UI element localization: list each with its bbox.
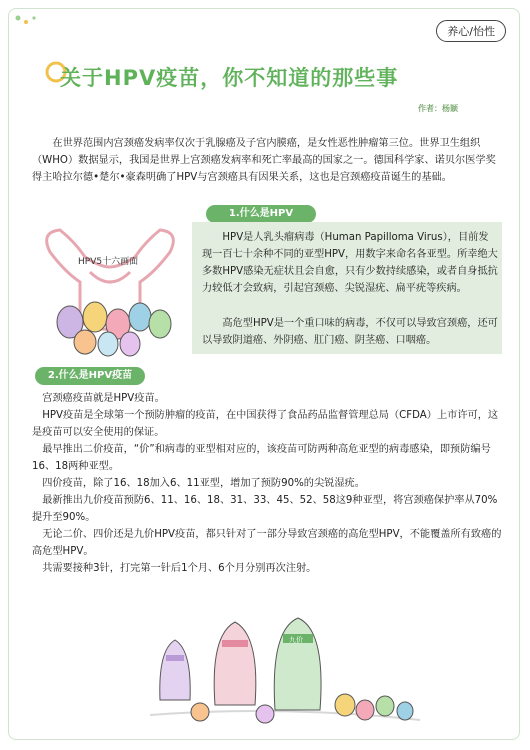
section1-paragraph: HPV是人乳头瘤病毒（Human Papilloma Virus），目前发现一百七十余种不同的亚型HPV，用数字来命名各亚型。所幸绝大多数HPV感染无症状且会自愈，只有少数持续感染，或者自身抵抗力较低才会致病，引起宫颈癌、尖锐湿疣、扁平疣等疾病。	[202, 232, 498, 294]
section2-paragraph: 宫颈癌疫苗就是HPV疫苗。	[42, 393, 165, 404]
section2-paragraph: 最新推出九价疫苗预防6、11、16、18、31、33、45、52、58这9种亚型，将宫颈癌保护率从70%提升至90%。	[32, 495, 498, 523]
section2-heading: 2.什么是HPV疫苗	[35, 367, 145, 385]
section2-paragraph: HPV疫苗是全球第一个预防肿瘤的疫苗，在中国获得了食品药品监督管理总局（CFDA）上市许可，这是疫苗可以安全使用的保证。	[32, 410, 499, 438]
section2-paragraph: 无论二价、四价还是九价HPV疫苗，都只针对了一部分导致宫颈癌的高危型HPV，不能覆盖所有致癌的高危型HPV。	[32, 529, 502, 557]
vaccine-characters-illustration	[140, 610, 430, 730]
section2-paragraph: 共需要接种3针，打完第一针后1个月、6个月分别再次注射。	[42, 563, 317, 574]
section2-paragraph: 四价疫苗，除了16、18加入6、11亚型，增加了预防90%的尖锐湿疣。	[42, 478, 365, 489]
column-tag: 养心/怡性	[436, 20, 506, 42]
section2-paragraph: 最早推出二价疫苗，“价”和病毒的亚型相对应的，该疫苗可防两种高危亚型的病毒感染，即预防编号16、18两种亚型。	[32, 444, 491, 472]
illustration-label: HPV5十六画面	[78, 257, 139, 267]
intro-paragraph: 在世界范围内宫颈癌发病率仅次于乳腺癌及子宫内膜癌，是女性恶性肿瘤第三位。世界卫生组织（WHO）数据显示，我国是世界上宫颈癌发病率和死亡率最高的国家之一。德国科学家、诺贝尔医学奖得主哈拉尔德•楚尔•豪森明确了HPV与宫颈癌具有因果关系，这也是宫颈癌疫苗诞生的基础。	[32, 138, 496, 183]
author: 作者：杨颖	[418, 104, 458, 113]
uterus-virus-illustration	[30, 212, 190, 362]
decorative-dots	[14, 14, 74, 32]
vaccine-flag-label: 九价	[289, 636, 303, 644]
section1-heading: 1.什么是HPV	[206, 205, 316, 223]
page-title: 关于HPV疫苗，你不知道的那些事	[60, 66, 399, 90]
section1-paragraph: 高危型HPV是一个重口味的病毒，不仅可以导致宫颈癌，还可以导致阴道癌、外阴癌、肛门癌、阴茎癌、口咽癌。	[202, 318, 498, 346]
